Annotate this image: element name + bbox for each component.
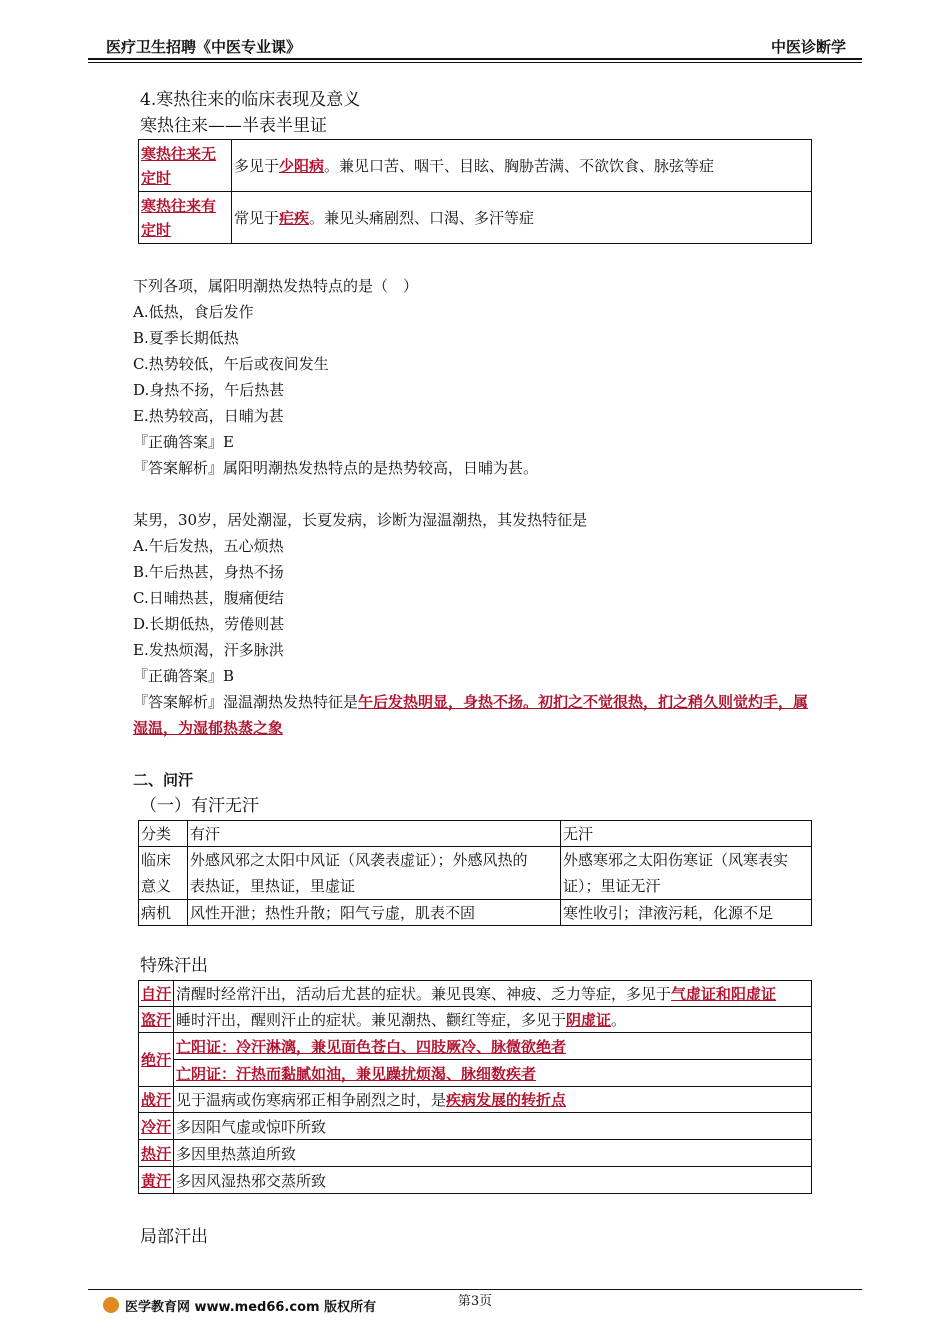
- answer-analysis: 『答案解析』湿温潮热发热特征是午后发热明显，身热不扬。初扪之不觉很热，扪之稍久则觉灼手，属: [133, 693, 809, 711]
- option: A.低热，食后发作: [133, 303, 254, 321]
- table-cell: 外感风邪之太阳中风证（风袭表虚证）；外感风热的 表热证，里热证，里虚证: [188, 847, 561, 900]
- table-key: 寒热往来有定时: [139, 192, 232, 244]
- option: B.午后热甚，身热不扬: [133, 563, 284, 581]
- table-cell: 多因里热蒸迫所致: [174, 1140, 812, 1167]
- sweat-table: [138, 820, 812, 926]
- option: C.日晡热甚，腹痛便结: [133, 589, 284, 607]
- table-cell: 亡阳证：冷汗淋漓，兼见面色苍白、四肢厥冷、脉微欲绝者: [174, 1033, 812, 1060]
- table-cell: 寒性收引；津液污耗，化源不足: [561, 900, 812, 926]
- table-cell: 见于温病或伤寒病邪正相争剧烈之时，是疾病发展的转折点: [174, 1087, 812, 1113]
- table-key: 盗汗: [139, 1007, 174, 1033]
- option: C.热势较低，午后或夜间发生: [133, 355, 329, 373]
- table-cell: 睡时汗出，醒则汗止的症状。兼见潮热、颧红等症，多见于阴虚证。: [174, 1007, 812, 1033]
- option: E.热势较高，日晡为甚: [133, 407, 284, 425]
- table-cell: 清醒时经常汗出，活动后尤甚的症状。兼见畏寒、神疲、乏力等症，多见于气虚证和阳虚证: [174, 981, 812, 1007]
- option: D.身热不扬，午后热甚: [133, 381, 285, 399]
- footer-brand: 医学教育网 www.med66.com 版权所有: [125, 1300, 377, 1315]
- option: B.夏季长期低热: [133, 329, 239, 347]
- table-header: 分类: [139, 821, 188, 847]
- header-rule-thin: [88, 62, 862, 63]
- header-subject: 中医诊断学: [770, 38, 846, 56]
- answer-analysis: 『答案解析』属阳明潮热发热特点的是热势较高，日晡为甚。: [133, 459, 539, 477]
- subsection-heading: 特殊汗出: [140, 956, 208, 976]
- page-number: 第3页: [457, 1294, 493, 1309]
- section-heading: 二、问汗: [133, 771, 194, 789]
- table-key: 战汗: [139, 1087, 174, 1113]
- table-header: 无汗: [561, 821, 812, 847]
- header-title: 医疗卫生招聘《中医专业课》: [106, 38, 302, 56]
- question-stem: 某男，30岁，居处潮湿，长夏发病，诊断为湿温潮热，其发热特征是: [133, 511, 588, 529]
- table-cell: 多见于少阳病。兼见口苦、咽干、目眩、胸胁苦满、不欲饮食、脉弦等症: [232, 140, 812, 192]
- chill-fever-table: [138, 139, 812, 244]
- table-key: 寒热往来无定时: [139, 140, 232, 192]
- header-rule: [88, 58, 862, 60]
- table-key: 自汗: [139, 981, 174, 1007]
- subsection-heading: 局部汗出: [140, 1227, 208, 1247]
- subsection-heading: （一）有汗无汗: [140, 796, 259, 816]
- section-title: 4.寒热往来的临床表现及意义: [140, 90, 361, 110]
- table-key: 黄汗: [139, 1167, 174, 1194]
- correct-answer: 『正确答案』B: [133, 667, 235, 685]
- table-key: 热汗: [139, 1140, 174, 1167]
- table-cell: 亡阴证：汗热而黏腻如油，兼见躁扰烦渴、脉细数疾者: [174, 1060, 812, 1087]
- table-row-label: 临床 意义: [139, 847, 188, 900]
- logo-icon: [103, 1297, 119, 1313]
- table-cell: 多因阳气虚或惊吓所致: [174, 1113, 812, 1140]
- table-key: 绝汗: [139, 1033, 174, 1087]
- table-cell: 风性开泄；热性升散；阳气亏虚，肌表不固: [188, 900, 561, 926]
- section-subtitle: 寒热往来——半表半里证: [140, 116, 327, 136]
- table-key: 冷汗: [139, 1113, 174, 1140]
- answer-analysis-cont: 湿温，为湿郁热蒸之象: [133, 719, 284, 737]
- table-cell: 常见于疟疾。兼见头痛剧烈、口渴、多汗等症: [232, 192, 812, 244]
- table-cell: 多因风湿热邪交蒸所致: [174, 1167, 812, 1194]
- table-header: 有汗: [188, 821, 561, 847]
- question-stem: 下列各项，属阳明潮热发热特点的是（ ）: [133, 277, 419, 295]
- special-sweat-table: [138, 980, 812, 1194]
- table-row-label: 病机: [139, 900, 188, 926]
- option: A.午后发热，五心烦热: [133, 537, 284, 555]
- option: D.长期低热，劳倦则甚: [133, 615, 285, 633]
- option: E.发热烦渴，汗多脉洪: [133, 641, 284, 659]
- correct-answer: 『正确答案』E: [133, 433, 234, 451]
- table-cell: 外感寒邪之太阳伤寒证（风寒表实 证）；里证无汗: [561, 847, 812, 900]
